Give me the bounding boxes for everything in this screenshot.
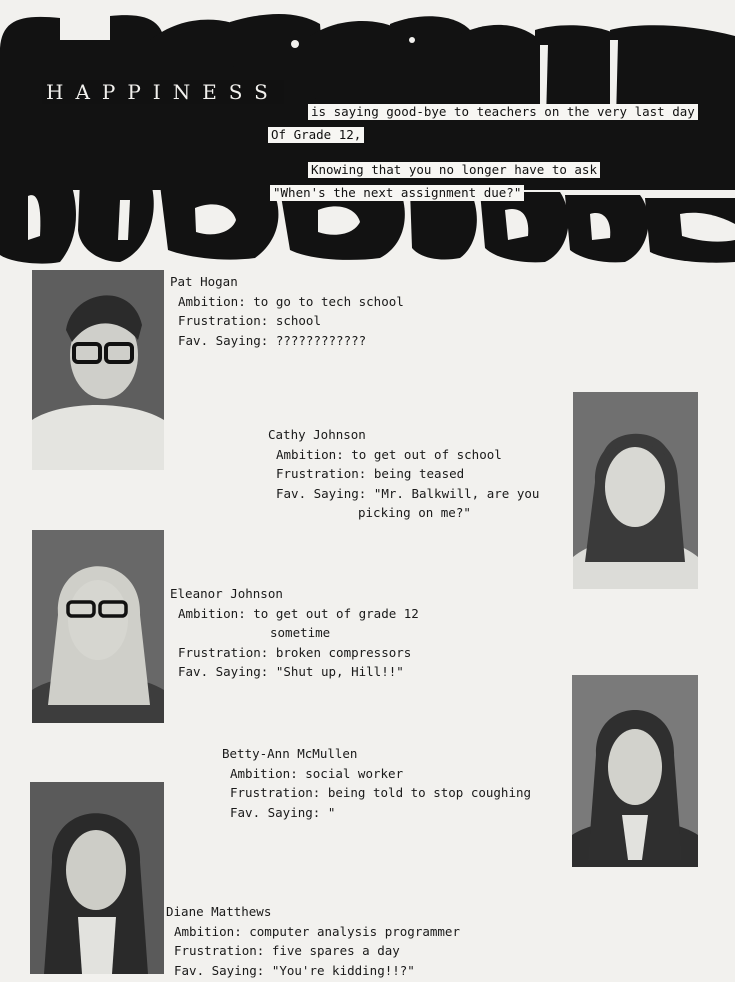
- student-frustration: Frustration: broken compressors: [178, 644, 412, 660]
- header-line-3: Knowing that you no longer have to ask: [308, 162, 600, 178]
- student-ambition: Ambition: social worker: [230, 765, 404, 781]
- student-frustration: Frustration: being told to stop coughing: [230, 785, 532, 800]
- student-ambition-continued: sometime: [270, 625, 331, 640]
- student-saying: Fav. Saying: ????????????: [178, 332, 367, 348]
- student-name: Pat Hogan: [170, 274, 238, 289]
- portrait-betty-ann-mcmullen: [572, 675, 698, 867]
- student-frustration: Frustration: being teased: [276, 466, 465, 481]
- student-name: Cathy Johnson: [268, 427, 366, 442]
- entry-pat-hogan: [170, 272, 404, 350]
- student-saying-continued: picking on me?": [358, 505, 471, 520]
- student-saying: Fav. Saying: "Mr. Balkwill, are you: [276, 485, 540, 501]
- student-frustration: Frustration: five spares a day: [174, 943, 400, 958]
- portrait-eleanor-johnson: [32, 530, 164, 723]
- portrait-diane-matthews: [30, 782, 164, 974]
- portrait-cathy-johnson: [573, 392, 698, 589]
- banner-lettering: [0, 0, 735, 275]
- student-ambition: Ambition: computer analysis programmer: [174, 923, 460, 939]
- happiness-banner: [0, 0, 735, 275]
- entry-betty-ann-mcmullen: [222, 744, 531, 822]
- entry-eleanor-johnson: [170, 584, 419, 682]
- portrait-pat-hogan: [32, 270, 164, 470]
- student-saying: Fav. Saying: "You're kidding!!?": [174, 962, 415, 978]
- student-name: Eleanor Johnson: [170, 586, 283, 601]
- student-saying: Fav. Saying: ": [230, 804, 336, 820]
- student-name: Betty-Ann McMullen: [222, 746, 358, 761]
- entry-diane-matthews: [166, 902, 460, 980]
- header-line-1: is saying good-bye to teachers on the very last day: [308, 104, 698, 120]
- student-ambition: Ambition: to get out of school: [276, 446, 502, 462]
- entry-cathy-johnson: [268, 425, 539, 523]
- student-saying: Fav. Saying: "Shut up, Hill!!": [178, 664, 404, 679]
- student-name: Diane Matthews: [166, 904, 272, 919]
- student-ambition: Ambition: to go to tech school: [178, 293, 404, 309]
- header-line-2: Of Grade 12,: [268, 127, 364, 143]
- student-ambition: Ambition: to get out of grade 12: [178, 605, 419, 621]
- happiness-title: HAPPINESS: [42, 80, 284, 104]
- student-frustration: Frustration: school: [178, 313, 321, 328]
- header-line-4: "When's the next assignment due?": [270, 185, 524, 201]
